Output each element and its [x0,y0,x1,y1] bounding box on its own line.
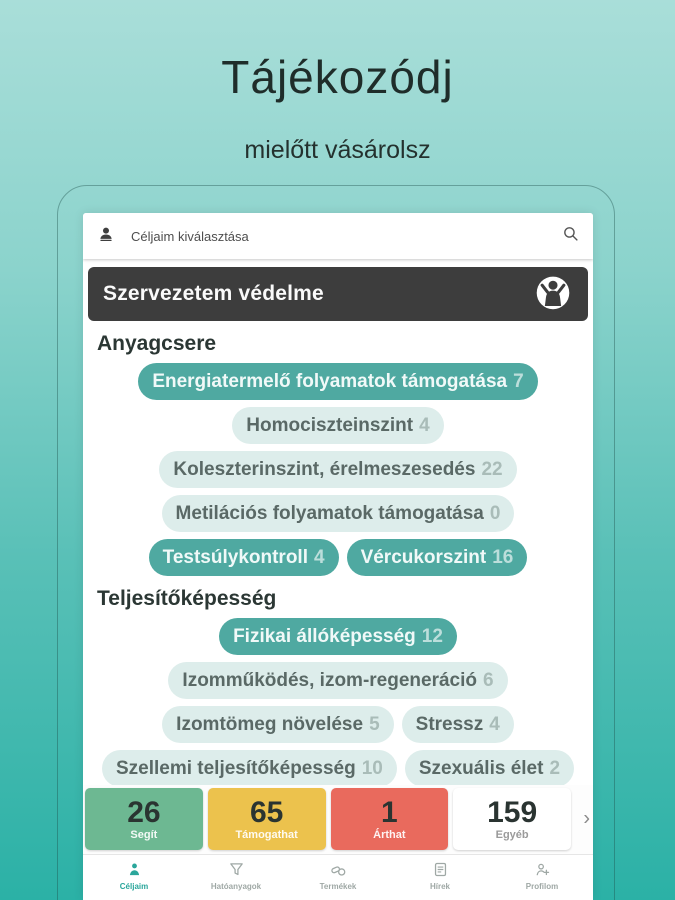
stat-value: 1 [381,795,398,829]
stat-label: Egyéb [495,829,529,842]
hero-subtitle: mielőtt vásárolsz [244,136,431,164]
goal-chip-count: 0 [489,502,501,524]
goal-chip[interactable] [149,539,339,576]
goal-chip-label: Fizikai állóképesség [233,625,416,647]
goal-chip-label: Szexuális élet [418,757,544,779]
nav-item-label: Hatóanyagok [210,882,262,891]
nav-item-funnel[interactable] [185,860,287,892]
section-label: Teljesítőképesség [97,587,277,610]
funnel-icon [228,861,245,881]
stat-value: 159 [487,795,538,829]
goal-chip-label: Homociszteinszint [246,414,414,436]
goal-chip-label: Izomműködés, izom-regeneráció [182,669,477,691]
search-icon[interactable] [562,225,579,247]
goal-chip-label: Energiatermelő folyamatok támogatása [152,370,508,392]
category-header[interactable] [88,267,588,321]
goal-chip-count: 16 [492,546,514,568]
section-label: Anyagcsere [97,332,217,355]
goal-sections [83,321,593,785]
category-title: Szervezetem védelme [103,282,324,305]
goal-chip[interactable] [162,706,393,743]
goal-chip[interactable] [162,495,515,532]
goal-chip[interactable] [219,618,457,655]
nav-item-news[interactable] [389,860,491,892]
goal-chip[interactable] [347,539,528,576]
goal-chip-label: Koleszterinszint, érelmeszesedés [173,458,476,480]
goal-chip[interactable] [405,750,574,785]
nav-item-label: Hírek [429,882,450,891]
body-protection-icon [533,273,573,316]
goal-chip[interactable] [102,750,397,785]
nav-item-profile[interactable] [491,860,593,892]
chip-row [89,750,587,785]
goal-chip-count: 2 [549,757,561,779]
stat-card[interactable] [453,788,571,850]
goal-chip-count: 22 [481,458,503,480]
chip-row [89,618,587,655]
bottom-nav [83,854,593,900]
chip-row [89,451,587,488]
goal-chip-count: 4 [419,414,430,436]
nav-item-label: Profilom [525,882,559,891]
goal-chip[interactable] [168,662,507,699]
chip-row [89,407,587,444]
pills-icon [330,861,347,881]
goal-chip-count: 5 [369,713,380,735]
stat-value: 26 [127,795,161,829]
goal-chip-count: 4 [313,546,325,568]
goal-chip-count: 6 [483,669,494,691]
goal-chip[interactable] [159,451,516,488]
nav-item-label: Termékek [319,882,357,891]
goal-chip[interactable] [232,407,443,444]
search-bar [83,213,593,259]
stat-label: Segít [130,829,158,842]
goal-chip-label: Metilációs folyamatok támogatása [175,502,484,524]
nav-item-pills[interactable] [287,860,389,892]
stat-label: Támogathat [235,829,298,842]
goal-chip-count: 10 [361,757,383,779]
news-icon [432,861,449,881]
goal-chip-label: Izomtömeg növelése [176,713,364,735]
app-screen [83,213,593,900]
goal-chip-label: Vércukorszint [360,546,487,568]
goal-chip-count: 7 [513,370,524,392]
chip-row [89,539,587,576]
profile-icon [534,861,551,881]
chip-row [89,662,587,699]
goal-chip-label: Testsúlykontroll [162,546,308,568]
goal-chip-count: 4 [489,713,500,735]
stat-card[interactable] [85,788,203,850]
nav-item-label: Céljaim [119,882,149,891]
nav-item-person[interactable] [83,860,185,892]
person-icon [97,225,115,248]
stat-card[interactable] [208,788,326,850]
goal-chip-count: 12 [421,625,443,647]
person-icon [126,861,143,881]
stats-row [83,785,593,854]
goal-chip[interactable] [402,706,514,743]
search-input[interactable] [129,228,548,245]
chip-row [89,363,587,400]
hero-title: Tájékozódj [221,51,454,103]
chip-row [89,495,587,532]
stat-label: Árthat [373,829,406,842]
goal-chip-label: Stressz [415,713,484,735]
stat-card[interactable] [331,788,449,850]
chip-row [89,706,587,743]
goal-chip-label: Szellemi teljesítőképesség [115,757,356,779]
goal-chip[interactable] [138,363,537,400]
chevron-right-icon[interactable]: › [583,806,590,829]
stat-value: 65 [249,795,284,829]
